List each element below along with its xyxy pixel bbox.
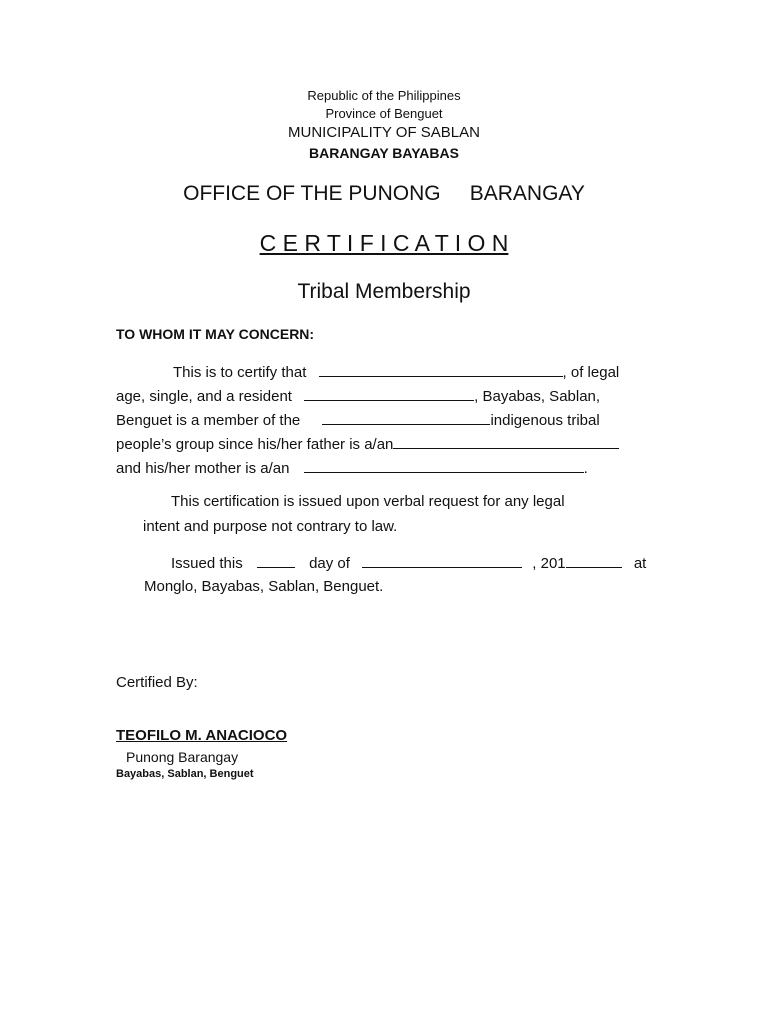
header-municipality: MUNICIPALITY OF SABLAN [288, 124, 480, 141]
period-text: . [583, 460, 588, 477]
mother-text: and his/her mother is a/an [116, 460, 290, 477]
certify-text: This is to certify that [173, 364, 307, 381]
signatory-position: Punong Barangay [126, 749, 239, 765]
document-subtitle: Tribal Membership [297, 280, 471, 303]
paragraph2-line1: This certification is issued upon verbal request for any legal [171, 493, 565, 510]
paragraph1-line2 [116, 386, 600, 405]
paragraph2-line2: intent and purpose not contrary to law. [143, 518, 398, 535]
residence-blank [304, 386, 474, 401]
day-blank [257, 553, 295, 568]
issued-this-text: Issued this [171, 555, 243, 572]
name-blank [319, 362, 563, 377]
paragraph3-place: Monglo, Bayabas, Sablan, Benguet. [144, 578, 384, 595]
signatory-location: Bayabas, Sablan, Benguet [116, 768, 254, 780]
bayabas-text: , Bayabas, Sablan, [474, 388, 601, 405]
header-republic: Republic of the Philippines [307, 88, 461, 103]
father-text: people’s group since his/her father is a/an [116, 436, 394, 453]
paragraph1-line5 [116, 458, 588, 477]
tribe-blank [322, 410, 490, 425]
paragraph1-line1 [173, 362, 619, 381]
at-text: at [633, 555, 647, 572]
father-tribe-blank [393, 434, 619, 449]
header-barangay: BARANGAY BAYABAS [309, 145, 459, 161]
mother-tribe-blank [304, 458, 584, 473]
signatory-name: TEOFILO M. ANACIOCO [116, 727, 288, 744]
salutation: TO WHOM IT MAY CONCERN: [116, 326, 315, 342]
certification-title-wrap [0, 230, 768, 257]
paragraph1-line3 [116, 410, 600, 429]
year-blank [566, 553, 622, 568]
paragraph3-line1 [171, 553, 646, 572]
member-text: Benguet is a member of the [116, 412, 301, 429]
paragraph1-line4 [116, 434, 619, 453]
office-title: OFFICE OF THE PUNONG BARANGAY [183, 182, 585, 205]
month-blank [362, 553, 522, 568]
year-text: , 201 [532, 555, 566, 572]
indigenous-text: indigenous tribal [490, 412, 600, 429]
day-of-text: day of [309, 555, 350, 572]
legal-age-text: , of legal [562, 364, 620, 381]
header-province: Province of Benguet [325, 106, 443, 121]
resident-text: age, single, and a resident [116, 388, 292, 405]
certified-by-label: Certified By: [116, 674, 198, 691]
certification-title: C E R T I F I C A T I O N [259, 230, 509, 256]
